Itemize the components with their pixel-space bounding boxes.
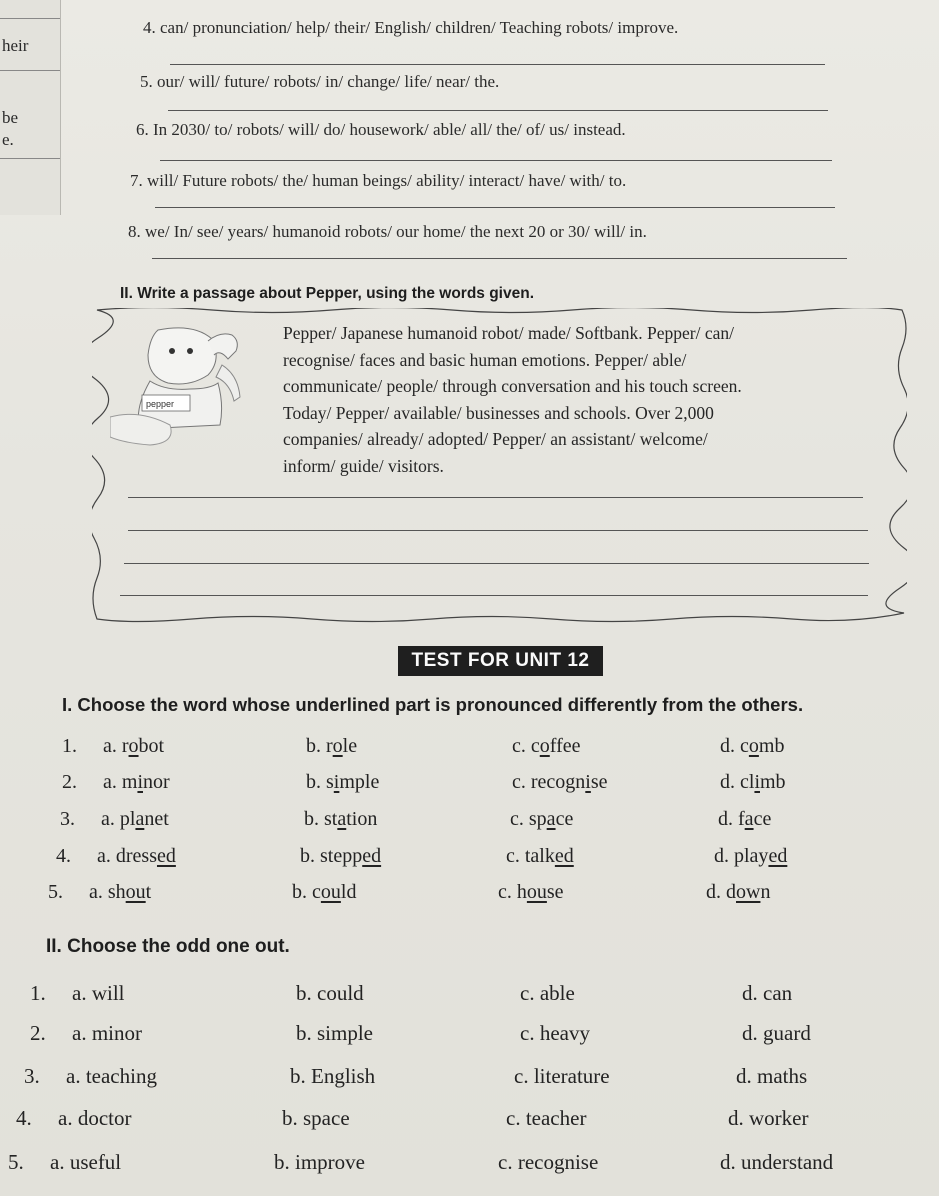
answer-option-c[interactable]: c. talked [506, 845, 574, 867]
fragment-text: e. [2, 130, 14, 149]
answer-option-b[interactable]: b. could [296, 981, 364, 1005]
underlined-sound: ed [768, 845, 788, 867]
underlined-sound: o [748, 735, 759, 757]
question-number: 5. [8, 1150, 24, 1174]
answer-option-c[interactable]: c. recognise [512, 771, 608, 793]
answer-option-d[interactable]: d. climb [720, 771, 786, 793]
robot-label: pepper [146, 399, 175, 409]
answer-option-c[interactable]: c. teacher [506, 1106, 587, 1130]
answer-option-b[interactable]: b. role [306, 735, 358, 757]
answer-option-a[interactable]: a. useful [50, 1150, 122, 1174]
answer-option-c[interactable]: c. space [510, 808, 574, 830]
underlined-sound: i [585, 771, 591, 793]
answer-option-b[interactable]: b. simple [306, 771, 380, 793]
passage-answer-line[interactable] [124, 563, 869, 564]
underlined-sound: ow [736, 881, 761, 903]
answer-option-c[interactable]: c. able [520, 981, 575, 1005]
answer-option-a[interactable]: a. robot [103, 735, 165, 757]
answer-option-c[interactable]: c. literature [514, 1064, 610, 1088]
underlined-sound: ed [554, 845, 574, 867]
answer-option-a[interactable]: a. planet [101, 808, 169, 830]
passage-line: Today/ Pepper/ available/ businesses and schools. Over 2,000 [283, 402, 714, 423]
underlined-sound: a [744, 808, 754, 830]
passage-answer-line[interactable] [120, 595, 868, 596]
question-number: 3. [24, 1064, 40, 1088]
question-number: 4. [16, 1106, 32, 1130]
question-number: 3. [60, 808, 75, 830]
answer-option-a[interactable]: a. dressed [97, 845, 176, 867]
passage-line: Pepper/ Japanese humanoid robot/ made/ Softbank. Pepper/ can/ [283, 323, 734, 343]
answer-option-b[interactable]: b. improve [274, 1150, 365, 1174]
answer-option-c[interactable]: c. heavy [520, 1021, 590, 1045]
answer-option-a[interactable]: a. shout [89, 881, 152, 903]
underlined-sound: a [337, 808, 347, 830]
reorder-item-6: 6. In 2030/ to/ robots/ will/ do/ housework/ able/ all/ the/ of/ us/ instead. [136, 120, 626, 139]
passage-answer-line[interactable] [128, 497, 863, 498]
passage-prompt [283, 320, 858, 479]
underlined-sound: o [332, 735, 343, 757]
answer-option-c[interactable]: c. house [498, 881, 564, 903]
answer-option-a[interactable]: a. minor [103, 771, 170, 793]
underlined-sound: i [333, 771, 340, 793]
answer-line[interactable] [152, 258, 847, 259]
answer-option-b[interactable]: b. could [292, 881, 357, 903]
answer-option-b[interactable]: b. space [282, 1106, 350, 1130]
passage-answer-line[interactable] [128, 530, 868, 531]
question-number: 2. [62, 771, 77, 793]
answer-option-d[interactable]: d. face [718, 808, 772, 830]
answer-option-c[interactable]: c. coffee [512, 735, 581, 757]
answer-line[interactable] [170, 64, 825, 65]
strip-rule [0, 158, 60, 159]
answer-option-b[interactable]: b. station [304, 808, 378, 830]
section-heading-odd-one-out: II. Choose the odd one out. [46, 936, 290, 957]
passage-line: inform/ guide/ visitors. [283, 455, 444, 476]
underlined-sound: i [754, 771, 760, 793]
answer-option-c[interactable]: c. recognise [498, 1150, 599, 1174]
answer-option-d[interactable]: d. maths [736, 1064, 808, 1088]
strip-rule [0, 70, 60, 71]
strip-rule [0, 18, 60, 19]
answer-option-d[interactable]: d. understand [720, 1150, 834, 1174]
question-number: 5. [48, 881, 63, 903]
question-number: 4. [56, 845, 71, 867]
underlined-sound: ou [125, 881, 146, 903]
answer-line[interactable] [160, 160, 832, 161]
answer-option-b[interactable]: b. stepped [300, 845, 382, 867]
answer-option-b[interactable]: b. English [290, 1064, 376, 1088]
answer-option-d[interactable]: d. worker [728, 1106, 809, 1130]
answer-line[interactable] [155, 207, 835, 208]
question-number: 1. [62, 735, 77, 757]
passage-line: companies/ already/ adopted/ Pepper/ an assistant/ welcome/ [283, 429, 708, 449]
reorder-item-8: 8. we/ In/ see/ years/ humanoid robots/ our home/ the next 20 or 30/ will/ in. [128, 222, 647, 241]
answer-option-d[interactable]: d. can [742, 981, 793, 1005]
underlined-sound: o [128, 735, 139, 757]
section-heading-pronunciation: I. Choose the word whose underlined part is pronounced differently from the others. [62, 694, 804, 715]
passage-line: communicate/ people/ through conversation and his touch screen. [283, 376, 742, 396]
answer-option-b[interactable]: b. simple [296, 1021, 373, 1045]
underlined-sound: ed [362, 845, 382, 867]
underlined-sound: ou [526, 881, 547, 903]
underlined-sound: i [137, 771, 143, 793]
fragment-text: heir [2, 36, 29, 55]
answer-option-d[interactable]: d. comb [720, 735, 785, 757]
answer-option-a[interactable]: a. will [72, 981, 125, 1005]
reorder-item-7: 7. will/ Future robots/ the/ human beings/ ability/ interact/ have/ with/ to. [130, 171, 627, 190]
reorder-item-5: 5. our/ will/ future/ robots/ in/ change/ life/ near/ the. [140, 72, 500, 91]
question-number: 2. [30, 1021, 46, 1045]
answer-option-d[interactable]: d. down [706, 881, 771, 903]
underlined-sound: ou [320, 881, 341, 903]
underlined-sound: ed [156, 845, 176, 867]
underlined-sound: a [135, 808, 145, 830]
question-number: 1. [30, 981, 46, 1005]
answer-option-d[interactable]: d. played [714, 845, 788, 867]
passage-line: recognise/ faces and basic human emotions. Pepper/ able/ [283, 349, 687, 370]
underlined-sound: a [546, 808, 556, 830]
answer-option-a[interactable]: a. teaching [66, 1064, 157, 1088]
section-heading-write: II. Write a passage about Pepper, using the words given. [120, 285, 535, 302]
underlined-sound: o [539, 735, 550, 757]
unit-test-banner: TEST FOR UNIT 12 [398, 646, 603, 676]
reorder-item-4: 4. can/ pronunciation/ help/ their/ English/ children/ Teaching robots/ improve. [143, 18, 679, 37]
answer-line[interactable] [168, 110, 828, 111]
fragment-text: be [2, 108, 19, 127]
answer-option-d[interactable]: d. guard [742, 1021, 811, 1045]
pepper-robot-image [110, 325, 275, 450]
answer-option-a[interactable]: a. doctor [58, 1106, 132, 1130]
answer-option-a[interactable]: a. minor [72, 1021, 142, 1045]
